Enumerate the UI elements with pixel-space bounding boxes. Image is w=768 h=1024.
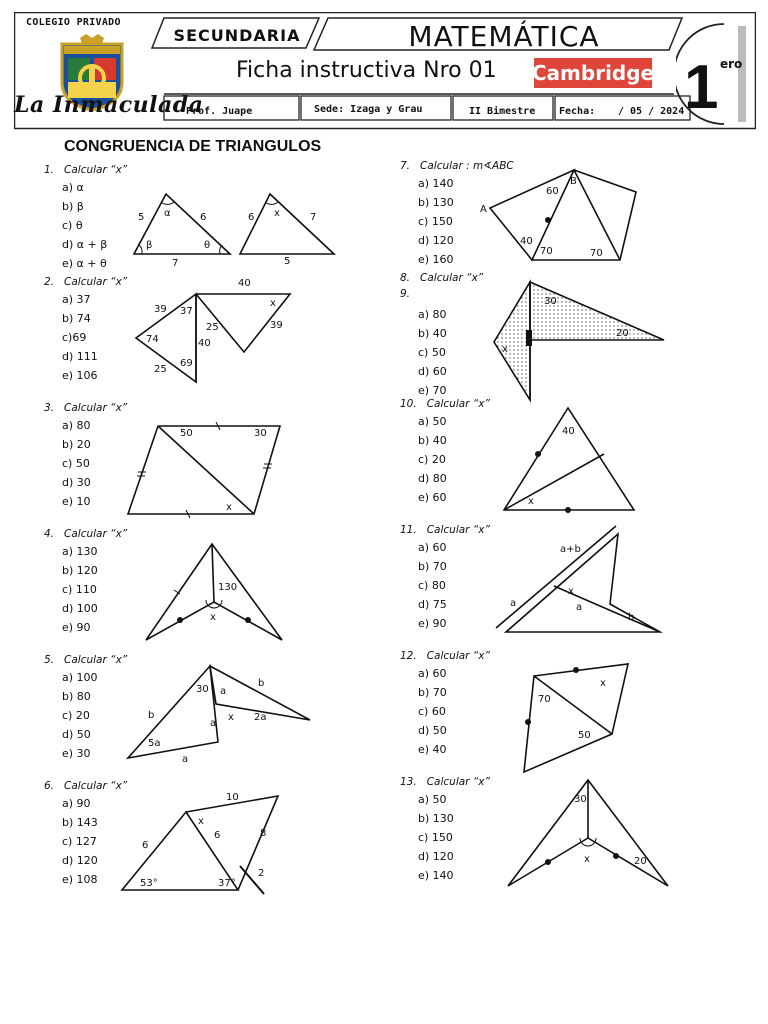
answer-option[interactable]: c) 60 (418, 705, 446, 718)
answer-option[interactable]: c) 127 (62, 835, 97, 848)
fig-label: 30 (196, 684, 209, 695)
fig-label: 8 (260, 828, 267, 839)
answer-option[interactable]: a) 60 (418, 667, 447, 680)
answer-option[interactable]: c) θ (62, 219, 83, 232)
answer-option[interactable]: e) 30 (62, 747, 91, 760)
fig-label: 25 (206, 322, 219, 333)
fig-label: x (228, 712, 234, 723)
question-text: Calcular “x” (64, 164, 128, 176)
answer-option[interactable]: d) 120 (418, 234, 454, 247)
sheet-title: Ficha instructiva Nro 01 (236, 58, 497, 83)
answer-option[interactable]: d) α + β (62, 238, 108, 251)
figure-q9 (492, 280, 672, 404)
answer-option[interactable]: e) 140 (418, 869, 454, 882)
figure-q4 (142, 540, 292, 646)
question-stem (44, 164, 127, 176)
answer-option[interactable]: a) 130 (62, 545, 98, 558)
date-value: / 05 / 2024 (618, 105, 685, 117)
question-2 (44, 276, 127, 388)
fig-label: 50 (578, 730, 591, 741)
fig-label: 60 (546, 186, 559, 197)
answer-option[interactable]: b) 74 (62, 312, 91, 325)
answer-option[interactable]: b) 70 (418, 560, 447, 573)
figure-q7 (480, 166, 660, 266)
fig-label: a (210, 718, 217, 729)
question-stem (400, 398, 490, 410)
fig-label: 6 (142, 840, 149, 851)
fig-label: a (182, 754, 189, 765)
fig-label: 70 (540, 246, 553, 257)
fig-label: x (528, 496, 534, 507)
answer-option[interactable]: a) 90 (62, 797, 91, 810)
question-text: Calcular “x” (64, 654, 128, 666)
question-12 (400, 650, 490, 762)
campus-label: Sede: Izaga y Grau (314, 103, 423, 115)
fig-label: 40 (562, 426, 575, 437)
answer-option[interactable]: a) α (62, 181, 84, 194)
fig-label: 6 (248, 212, 255, 223)
question-8 (400, 272, 483, 289)
fig-label: x (226, 502, 232, 513)
fig-label: 2a (254, 712, 267, 723)
question-13 (400, 776, 490, 888)
answer-option[interactable]: c) 110 (62, 583, 97, 596)
answer-option[interactable]: e) 106 (62, 369, 98, 382)
question-number: 7. (400, 160, 411, 172)
answer-option[interactable]: e) 160 (418, 253, 454, 266)
fig-label: 30 (544, 296, 557, 307)
question-1 (44, 164, 127, 276)
figure-q13 (504, 776, 672, 890)
figure-q10 (500, 404, 640, 514)
fig-label: 40 (238, 278, 251, 289)
fig-label: 6 (214, 830, 221, 841)
answer-option[interactable]: a) 80 (62, 419, 91, 432)
fig-label: 30 (574, 794, 587, 805)
figure-q5 (124, 664, 314, 764)
answer-option[interactable]: d) 100 (62, 602, 98, 615)
header (14, 12, 756, 130)
fig-label: 10 (226, 792, 239, 803)
answer-option[interactable]: e) 70 (418, 384, 447, 397)
answer-option[interactable]: c) 50 (418, 346, 446, 359)
fig-label: 20 (634, 856, 647, 867)
question-stem (44, 528, 127, 540)
answer-option[interactable]: b) 80 (62, 690, 91, 703)
date-label: Fecha: (559, 105, 596, 117)
fig-label: b (148, 710, 155, 721)
question-number: 2. (44, 276, 55, 288)
question-stem (400, 776, 490, 788)
fig-label: 50 (180, 428, 193, 439)
question-stem (44, 654, 127, 666)
fig-label: 69 (180, 358, 193, 369)
answer-option[interactable]: c)69 (62, 331, 87, 344)
fig-label: 7 (172, 258, 179, 269)
question-number: 4. (44, 528, 55, 540)
fig-label: b (258, 678, 265, 689)
answer-option[interactable]: d) 30 (62, 476, 91, 489)
fig-label: x (210, 612, 216, 623)
question-stem (44, 780, 127, 792)
question-6 (44, 780, 127, 892)
answer-option[interactable]: b) 120 (62, 564, 98, 577)
fig-label: 25 (154, 364, 167, 375)
figure-q11 (492, 522, 667, 634)
answer-option[interactable]: d) 120 (418, 850, 454, 863)
grade-number: 1 (684, 53, 719, 122)
answer-option[interactable]: b) β (62, 200, 84, 213)
answer-option[interactable]: a) 80 (418, 308, 447, 321)
answer-option[interactable]: b) 130 (418, 812, 454, 825)
fig-label: 70 (590, 248, 603, 259)
fig-label: x (568, 586, 574, 597)
fig-label: a+b (560, 544, 581, 555)
fig-label: 30 (254, 428, 267, 439)
question-number: 3. (44, 402, 55, 414)
worksheet-title: CONGRUENCIA DE TRIANGULOS (64, 138, 322, 155)
answer-option[interactable]: d) 50 (418, 724, 447, 737)
question-stem (400, 288, 447, 300)
grade-badge (676, 22, 768, 126)
school-label: COLEGIO PRIVADO (26, 17, 121, 28)
question-3 (44, 402, 127, 514)
answer-option[interactable]: b) 20 (62, 438, 91, 451)
fig-label: A (480, 204, 487, 215)
fig-label: 70 (538, 694, 551, 705)
fig-label: x (198, 816, 204, 827)
answer-option[interactable]: e) 90 (62, 621, 91, 634)
question-text: Calcular “x” (64, 780, 128, 792)
question-number: 12. (400, 650, 417, 662)
question-text: Calcular “x” (426, 398, 490, 410)
brand-badge: Cambridge (534, 58, 652, 88)
answer-option[interactable]: e) 10 (62, 495, 91, 508)
question-text: Calcular : m∢ABC (420, 160, 514, 172)
figure-q3 (124, 420, 294, 520)
question-number: 11. (400, 524, 417, 536)
fig-label: 39 (270, 320, 283, 331)
answer-option[interactable]: a) 140 (418, 177, 454, 190)
subject-title: MATEMÁTICA (408, 19, 600, 53)
question-stem (400, 650, 490, 662)
question-text: Calcular “x” (426, 524, 490, 536)
fig-label: 5a (148, 738, 161, 749)
answer-option[interactable]: b) 143 (62, 816, 98, 829)
fig-label: x (584, 854, 590, 865)
fig-label: x (270, 298, 276, 309)
answer-option[interactable]: d) 75 (418, 598, 447, 611)
figure-q6 (118, 788, 278, 896)
fig-label: a (510, 598, 517, 609)
answer-option[interactable]: e) 40 (418, 743, 447, 756)
question-text: Calcular “x” (64, 276, 128, 288)
question-5 (44, 654, 127, 766)
answer-option[interactable]: d) 60 (418, 365, 447, 378)
fig-label: 130 (218, 582, 238, 593)
question-text: Calcular “x” (420, 272, 484, 284)
figure-q12 (520, 660, 635, 776)
fig-label: β (146, 240, 153, 251)
fig-label: 40 (198, 338, 211, 349)
answer-option[interactable]: e) 60 (418, 491, 447, 504)
question-number: 6. (44, 780, 55, 792)
fig-label: 7 (310, 212, 317, 223)
question-4 (44, 528, 127, 640)
grade-suffix: ero (720, 57, 743, 71)
fig-label: a (576, 602, 583, 613)
figure-q1 (130, 188, 350, 268)
fig-label: 39 (154, 304, 167, 315)
answer-option[interactable]: c) 20 (62, 709, 90, 722)
fig-label: 6 (200, 212, 207, 223)
answer-option[interactable]: d) 120 (62, 854, 98, 867)
term-label: II Bimestre (469, 105, 536, 117)
question-number: 13. (400, 776, 417, 788)
answer-option[interactable]: b) 130 (418, 196, 454, 209)
fig-label: b (628, 612, 635, 623)
fig-label: 20 (616, 328, 629, 339)
answer-option[interactable]: a) 50 (418, 415, 447, 428)
question-number: 8. (400, 272, 411, 284)
fig-label: 40 (520, 236, 533, 247)
question-number: 5. (44, 654, 55, 666)
answer-option[interactable]: b) 40 (418, 434, 447, 447)
fig-label: 53° (140, 878, 158, 889)
fig-label: B (570, 176, 577, 187)
fig-label: 74 (146, 334, 159, 345)
level-label: SECUNDARIA (173, 25, 301, 45)
figure-q2 (130, 276, 310, 386)
question-text: Calcular “x” (426, 650, 490, 662)
answer-option[interactable]: b) 70 (418, 686, 447, 699)
question-11 (400, 524, 490, 636)
answer-option[interactable]: d) 50 (62, 728, 91, 741)
answer-option[interactable]: b) 40 (418, 327, 447, 340)
answer-option[interactable]: c) 20 (418, 453, 446, 466)
question-9 (400, 288, 447, 403)
school-name: La Inmaculada (14, 92, 204, 118)
question-number: 10. (400, 398, 417, 410)
fig-label: x (274, 208, 280, 219)
fig-label: θ (204, 240, 211, 251)
question-stem (400, 272, 483, 284)
question-stem (400, 524, 490, 536)
answer-option[interactable]: e) 90 (418, 617, 447, 630)
fig-label: a (220, 686, 227, 697)
answer-option[interactable]: e) 108 (62, 873, 98, 886)
fig-label: 37° (218, 878, 236, 889)
question-number: 1. (44, 164, 55, 176)
fig-label: 5 (284, 256, 291, 267)
answer-option[interactable]: a) 37 (62, 293, 91, 306)
fig-label: x (600, 678, 606, 689)
question-10 (400, 398, 490, 510)
answer-option[interactable]: c) 150 (418, 215, 453, 228)
answer-option[interactable]: c) 80 (418, 579, 446, 592)
fig-label: 5 (138, 212, 145, 223)
question-stem (44, 276, 127, 288)
question-number: 9. (400, 288, 411, 300)
answer-option[interactable]: a) 60 (418, 541, 447, 554)
teacher-label: Prof. Juape (186, 105, 253, 117)
question-text: Calcular “x” (64, 528, 128, 540)
question-stem (44, 402, 127, 414)
question-text: Calcular “x” (64, 402, 128, 414)
answer-option[interactable]: c) 50 (62, 457, 90, 470)
answer-option[interactable]: d) 111 (62, 350, 98, 363)
fig-label: 37 (180, 306, 193, 317)
answer-option[interactable]: a) 100 (62, 671, 98, 684)
answer-option[interactable]: a) 50 (418, 793, 447, 806)
answer-option[interactable]: c) 150 (418, 831, 453, 844)
fig-label: 2 (258, 868, 265, 879)
answer-option[interactable]: d) 80 (418, 472, 447, 485)
question-text: Calcular “x” (426, 776, 490, 788)
fig-label: x (502, 344, 508, 355)
fig-label: α (164, 208, 171, 219)
answer-option[interactable]: e) α + θ (62, 257, 107, 270)
